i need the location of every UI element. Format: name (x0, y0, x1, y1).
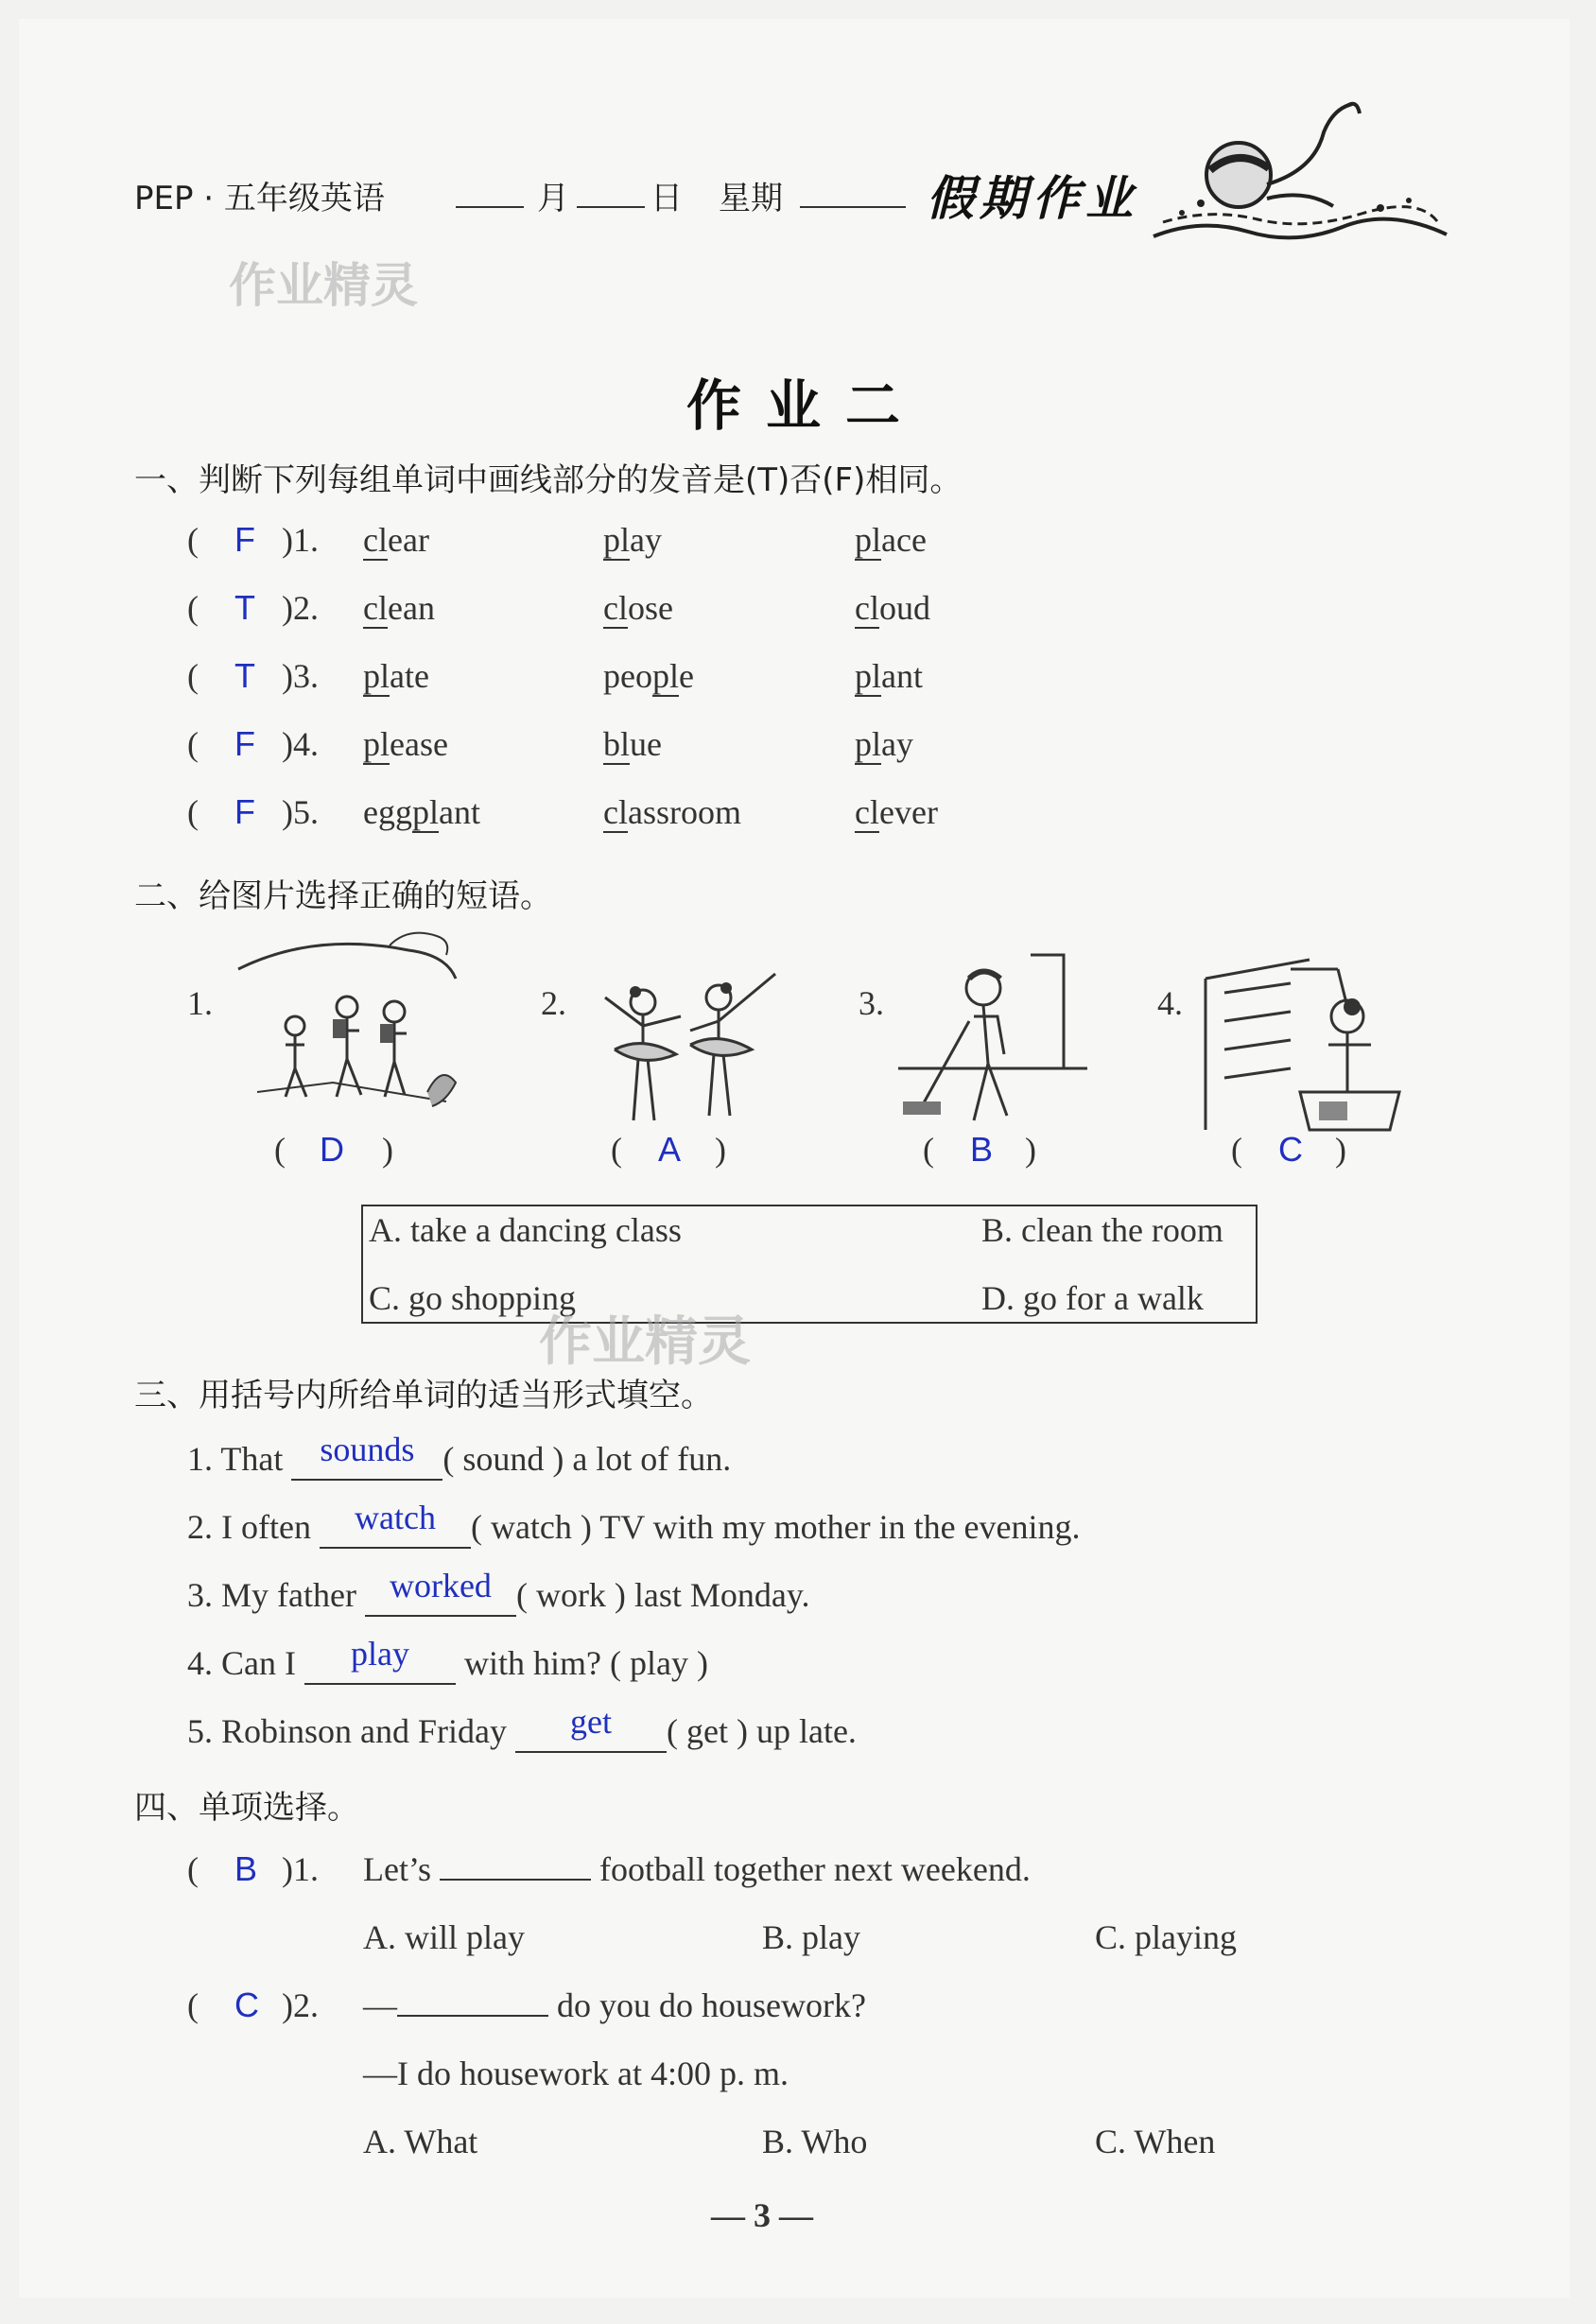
page-number: — 3 — (711, 2196, 813, 2234)
month-blank (456, 180, 524, 208)
pic-num-1: 1. (187, 984, 213, 1022)
s1-answer-3: T (234, 656, 255, 695)
option-c: C. go shopping (369, 1279, 577, 1317)
option-a: A. take a dancing class (369, 1211, 682, 1249)
s3-item-3: 3. My father worked ( work ) last Monday. (187, 1575, 810, 1617)
s1-answer-1: F (234, 520, 255, 559)
option-d: D. go for a walk (981, 1279, 1204, 1317)
s3-item-4: 4. Can I play with him? ( play ) (187, 1643, 708, 1685)
s3-item-1: 1. That sounds ( sound ) a lot of fun. (187, 1439, 731, 1481)
s3-item-2: 2. I often watch ( watch ) TV with my mother in the evening. (187, 1507, 1081, 1549)
s4-answer-2: C (234, 1986, 259, 2024)
s4-q2-option-c: C. When (1095, 2123, 1216, 2160)
section4-heading: 四、单项选择。 (134, 1789, 359, 1827)
page-title: 作业二 (686, 373, 926, 438)
s4-q1-option-b: B. play (762, 1918, 860, 1956)
s3-answer-3: worked (389, 1567, 492, 1604)
s4-answer-1: B (234, 1849, 258, 1888)
s1-row-5: ( F )5. eggplant classroom clever (187, 792, 938, 831)
option-b: B. clean the room (981, 1211, 1223, 1249)
s4-q1-option-c: C. playing (1095, 1918, 1237, 1956)
pic-answer-4: C (1278, 1130, 1303, 1169)
s3-answer-4: play (350, 1635, 409, 1673)
header-weekday: 星期 (719, 180, 783, 217)
s3-answer-2: watch (354, 1499, 436, 1536)
s1-answer-5: F (234, 792, 255, 831)
picture-clean (898, 945, 1087, 1144)
pic-num-4: 4. (1157, 984, 1183, 1022)
section2-heading: 二、给图片选择正确的短语。 (134, 877, 552, 915)
s4-q2-line2: —I do housework at 4:00 p. m. (363, 2055, 789, 2092)
pic-num-3: 3. (859, 984, 884, 1022)
s1-answer-4: F (234, 724, 255, 763)
section1-heading: 一、判断下列每组单词中画线部分的发音是(T)否(F)相同。 (134, 461, 963, 499)
worksheet-page (19, 19, 1570, 2298)
s1-row-3: ( T )3. plate people plant (187, 656, 923, 695)
s4-q1-option-a: A. will play (363, 1918, 525, 1956)
s1-row-4: ( F )4. please blue play (187, 724, 913, 763)
weekday-blank (800, 180, 906, 208)
s4-q2-option-b: B. Who (762, 2123, 868, 2160)
pic-answer-1: D (320, 1130, 344, 1169)
s1-row-1: ( F )1. clear play place (187, 520, 927, 559)
picture-dance (586, 960, 794, 1139)
pic-num-2: 2. (541, 984, 566, 1022)
s4-q2: ( C )2. — do you do housework? (187, 1986, 866, 2024)
watermark-middle: 作业精灵 (539, 1311, 751, 1373)
s1-row-2: ( T )2. clean close cloud (187, 588, 930, 627)
picture-walk (219, 922, 465, 1139)
header-stamp: 假期作业 (927, 170, 1138, 226)
day-blank (577, 180, 645, 208)
s1-answer-2: T (234, 588, 255, 627)
s4-q1: ( B )1. Let’s football together next weekend. (187, 1849, 1031, 1888)
s3-answer-1: sounds (320, 1431, 415, 1468)
picture-shopping (1196, 950, 1414, 1139)
s3-answer-5: get (570, 1703, 612, 1741)
watermark-top: 作业精灵 (229, 258, 418, 313)
header-course: PEP · 五年级英语 (134, 180, 385, 217)
swimmer-logo (1144, 95, 1456, 246)
pic-answer-2: A (658, 1130, 682, 1169)
header-month: 月 (537, 180, 569, 217)
s3-item-5: 5. Robinson and Friday get ( get ) up late. (187, 1711, 857, 1753)
section3-heading: 三、用括号内所给单词的适当形式填空。 (134, 1377, 713, 1414)
pic-answer-row: ( D ) ( A ) ( B ) ( C ) (274, 1130, 1346, 1169)
pic-answer-3: B (970, 1130, 994, 1169)
header-day: 日 (651, 180, 683, 217)
s4-q2-option-a: A. What (363, 2123, 478, 2160)
